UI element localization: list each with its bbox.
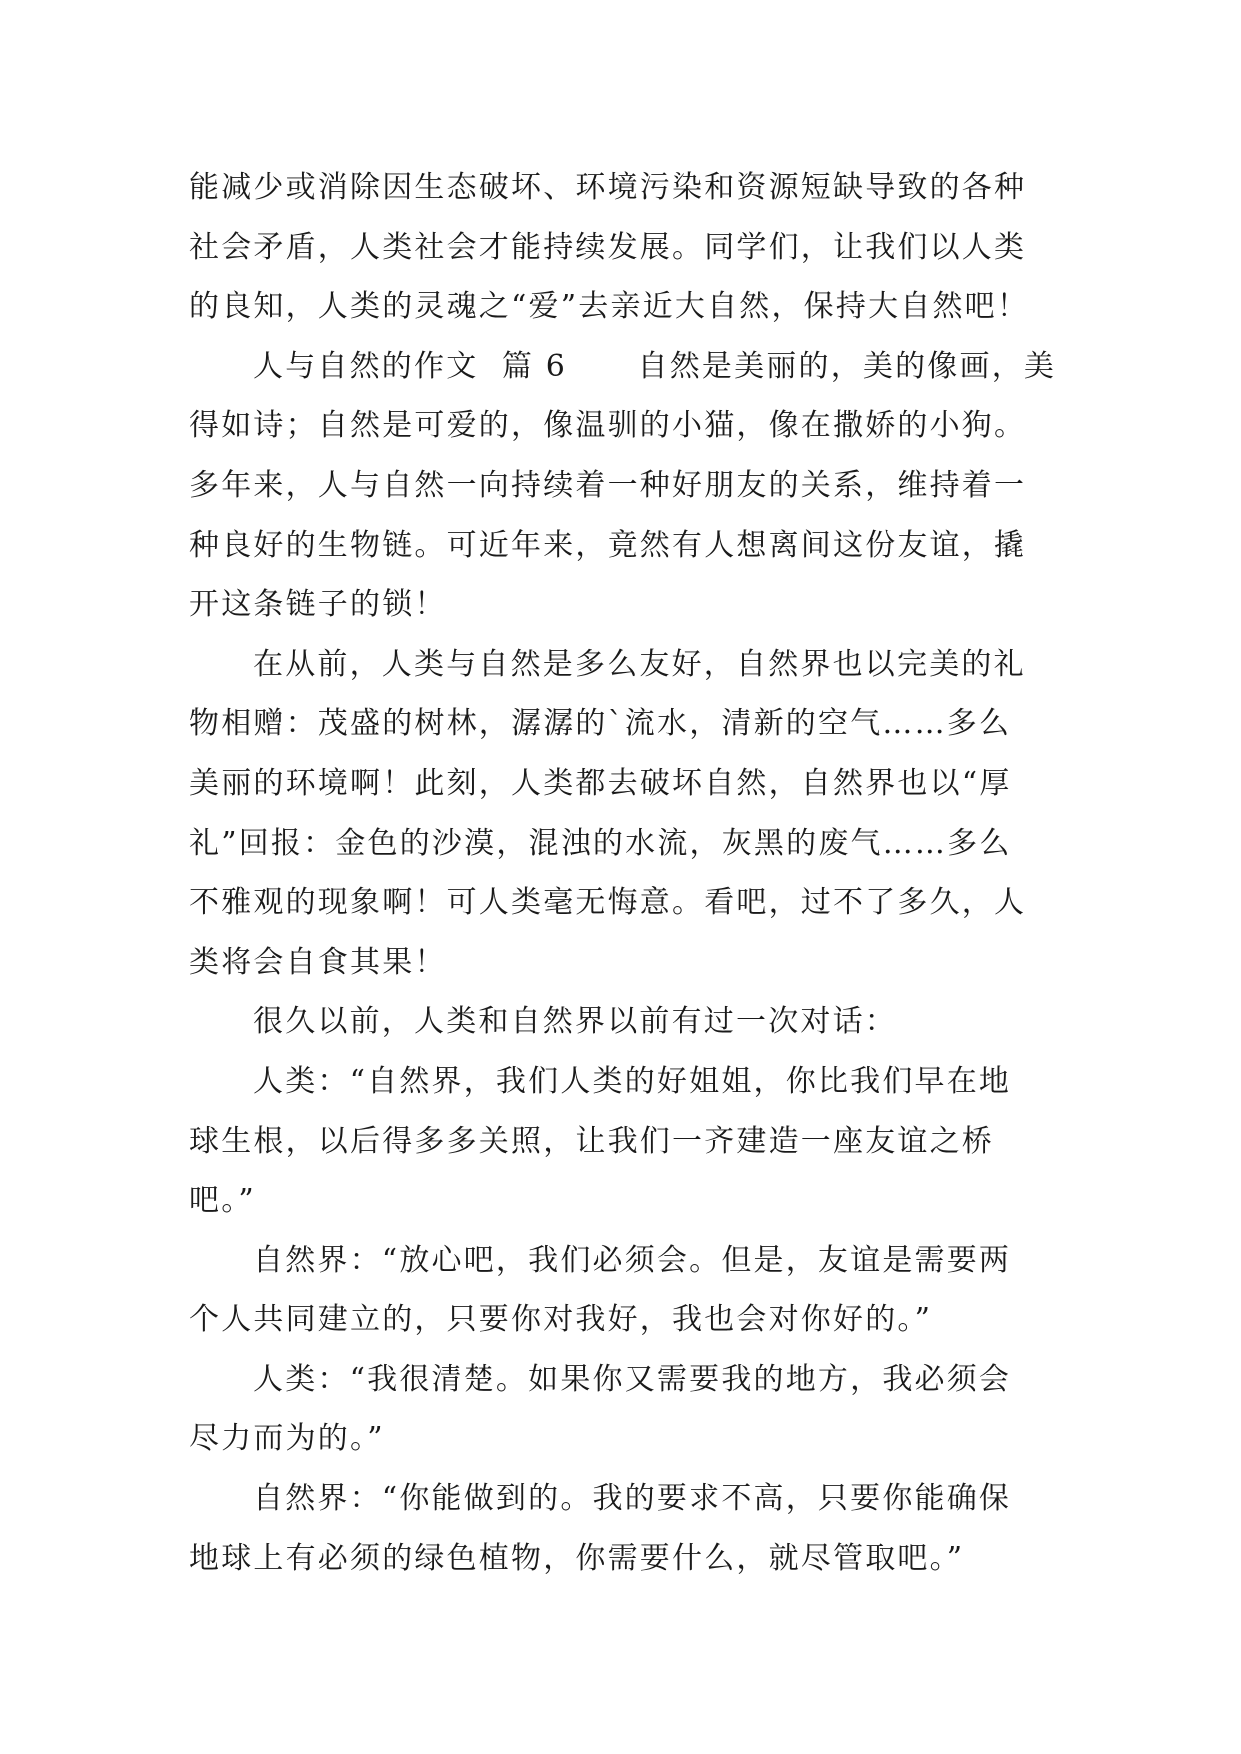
text-line: 地球上有必须的绿色植物，你需要什么，就尽管取吧。” <box>189 1540 965 1576</box>
text-line: 个人共同建立的，只要你对我好，我也会对你好的。” <box>189 1302 933 1338</box>
text-line: 开这条链子的锁！ <box>189 587 447 623</box>
text-line: 得如诗；自然是可爱的，像温驯的小猫，像在撒娇的小狗。 <box>189 408 1027 444</box>
text-line: 自然界：“你能做到的。我的要求不高，只要你能确保 <box>253 1481 1012 1517</box>
text-line: 很久以前，人类和自然界以前有过一次对话： <box>253 1004 897 1040</box>
text-line: 美丽的环境啊！此刻，人类都去破坏自然，自然界也以“厚 <box>189 765 1012 801</box>
text-line: 不雅观的现象啊！可人类毫无悔意。看吧，过不了多久，人 <box>189 885 1027 921</box>
text-line: 能减少或消除因生态破坏、环境污染和资源短缺导致的各种 <box>189 170 1027 205</box>
document-body <box>189 158 1059 1588</box>
text-line: 多年来，人与自然一向持续着一种好朋友的关系，维持着一 <box>189 467 1027 503</box>
text-line: 球生根，以后得多多关照，让我们一齐建造一座友谊之桥 <box>189 1123 994 1159</box>
text-line: 礼”回报：金色的沙漠，混浊的水流，灰黑的废气……多么 <box>189 825 1012 861</box>
text-line: 社会矛盾，人类社会才能持续发展。同学们，让我们以人类 <box>189 229 1027 265</box>
text-line: 物相赠：茂盛的树林，潺潺的`流水，清新的空气……多么 <box>189 706 1012 742</box>
text-line: 种良好的生物链。可近年来，竟然有人想离间这份友谊，撬 <box>189 527 1027 563</box>
text-line: 类将会自食其果！ <box>189 944 447 980</box>
text-line: 吧。” <box>189 1183 256 1219</box>
text-line: 人与自然的作文 篇 6 自然是美丽的，美的像画，美 <box>253 348 1057 384</box>
text-line: 的良知，人类的灵魂之“爱”去亲近大自然，保持大自然吧！ <box>189 289 1030 325</box>
text-line: 人类：“我很清楚。如果你又需要我的地方，我必须会 <box>253 1361 1012 1397</box>
text-line: 尽力而为的。” <box>189 1421 385 1457</box>
text-line: 人类：“自然界，我们人类的好姐姐，你比我们早在地 <box>253 1063 1012 1099</box>
text-line: 在从前，人类与自然是多么友好，自然界也以完美的礼 <box>253 646 1026 682</box>
text-line: 自然界：“放心吧，我们必须会。但是，友谊是需要两 <box>253 1242 1012 1278</box>
